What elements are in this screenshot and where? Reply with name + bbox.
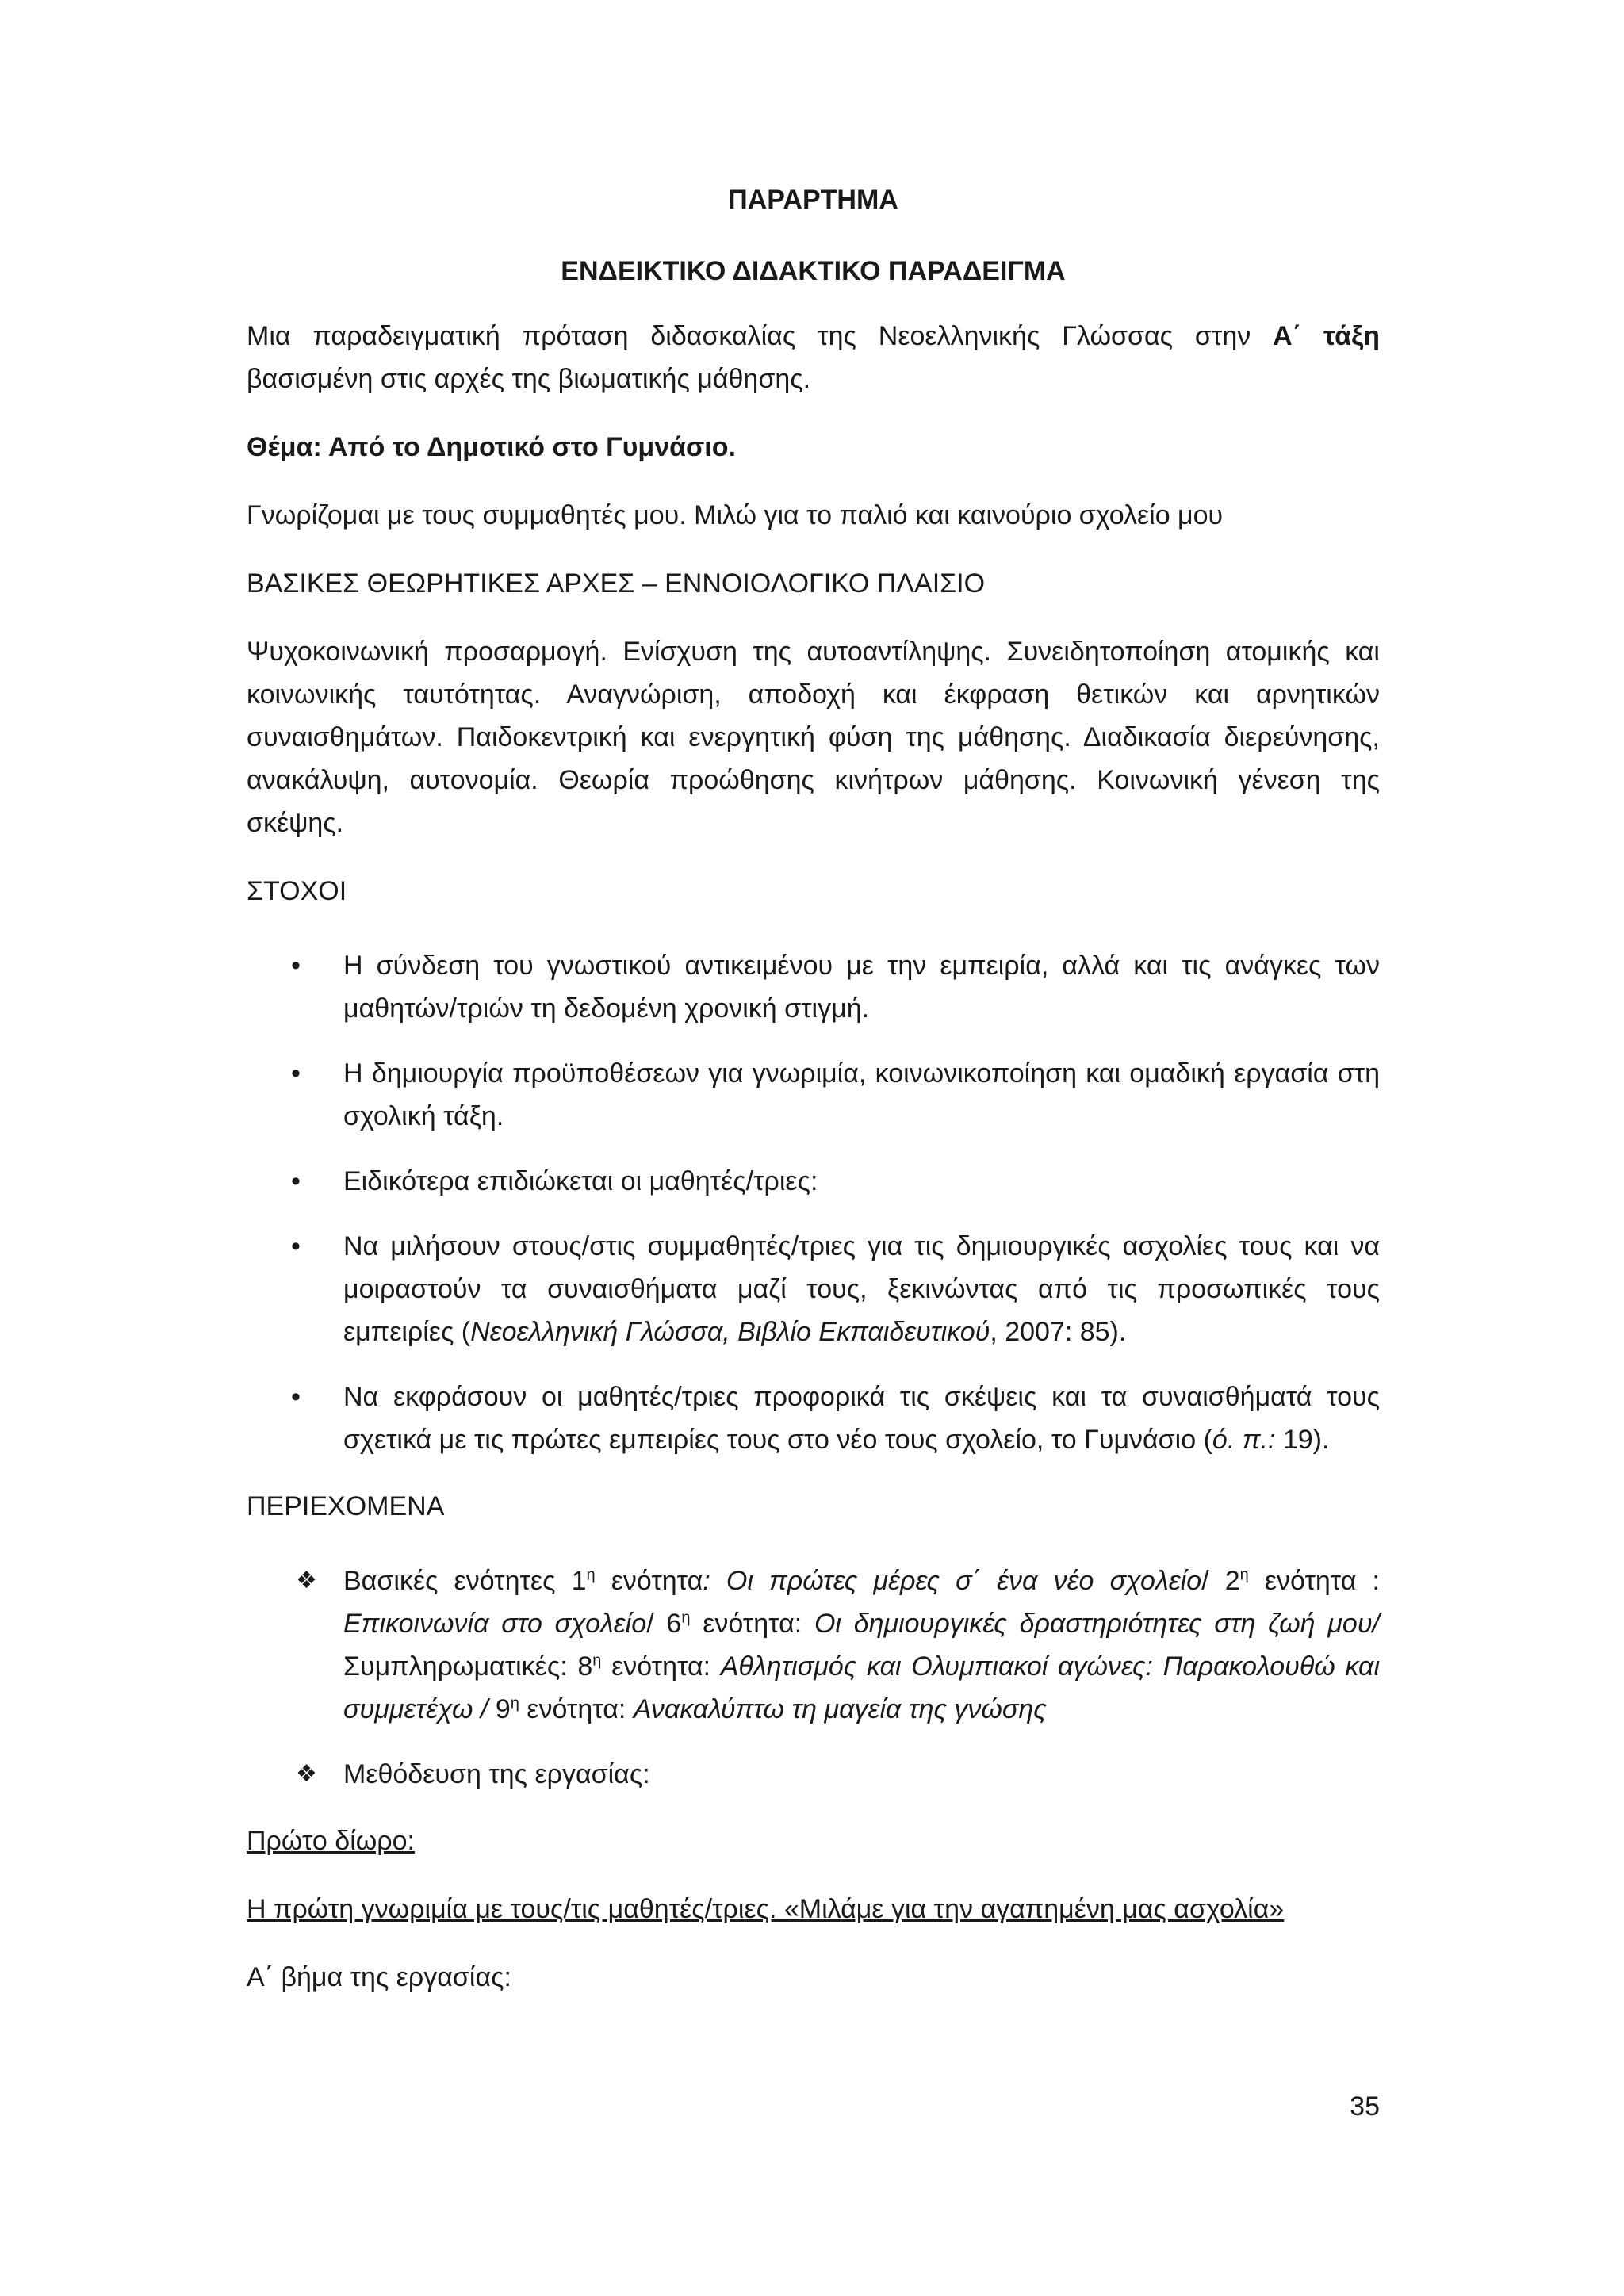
contents-text: 9: [488, 1694, 511, 1724]
page-title: ΠΑΡΑΡΤΗΜΑ: [728, 185, 898, 215]
goal-citation: Νεοελληνική Γλώσσα, Βιβλίο Εκπαιδευτικού: [470, 1317, 990, 1347]
principles-heading: ΒΑΣΙΚΕΣ ΘΕΩΡΗΤΙΚΕΣ ΑΡΧΕΣ – ΕΝΝΟΙΟΛΟΓΙΚΟ ΠΛΑΙΣΙΟ: [247, 568, 986, 599]
bullet-icon: •: [291, 951, 301, 981]
unit-title: Αθλητισμός και Ολυμπιακοί αγώνες: Παρακολουθώ και συμμετέχω /: [343, 1651, 1380, 1724]
goal-text: Να μιλήσουν στους/στις συμμαθητές/τριες για τις δημιουργικές ασχολίες τους και να μοιραστούν τα συναισθήματα μαζί τους, ξεκινώντας από τις προσωπικές τους εμπειρίες (: [343, 1231, 1380, 1347]
superscript: η: [586, 1566, 596, 1584]
contents-list: [247, 1559, 1380, 1796]
goal-text: Η σύνδεση του γνωστικού αντικειμένου με την εμπειρία, αλλά και τις ανάγκες των μαθητών/τριών τη δεδομένη χρονική στιγμή.: [343, 951, 1380, 1024]
contents-item: [247, 1753, 1380, 1796]
contents-text: Συμπληρωματικές: 8: [343, 1651, 593, 1682]
theme-heading: Θέμα: Από το Δημοτικό στο Γυμνάσιο.: [247, 432, 736, 462]
goal-item: [247, 944, 1380, 1030]
goal-text: Η δημιουργία προϋποθέσεων για γνωριμία, κοινωνικοποίηση και ομαδική εργασία στη σχολική τάξη.: [343, 1058, 1380, 1131]
unit-title: Οι δημιουργικές δραστηριότητες στη ζωή μου/: [814, 1609, 1380, 1639]
intro-bold: Α΄ τάξη: [1273, 321, 1380, 351]
contents-text: ενότητα :: [1248, 1566, 1380, 1596]
unit-title: Επικοινωνία στο σχολείο: [343, 1609, 647, 1639]
goals-list: [247, 944, 1380, 1461]
contents-text: ενότητα:: [601, 1651, 721, 1682]
contents-text: Μεθόδευση της εργασίας:: [343, 1759, 650, 1789]
principles-text: Ψυχοκοινωνική προσαρμογή. Ενίσχυση της αυτοαντίληψης. Συνειδητοποίηση ατομικής και κοινωνικής ταυτότητας. Αναγνώριση, αποδοχή και έκφραση θετικών και αρνητικών συναισθημάτων. Παιδοκεντρική και ενεργητική φύση της μάθησης. Διαδικασία διερεύνησης, ανακάλυψη, αυτονομία. Θεωρία προώθησης κινήτρων μάθησης. Κοινωνική γένεση της σκέψης.: [247, 637, 1380, 838]
goal-text-end: 19).: [1275, 1425, 1330, 1455]
contents-text: / 2: [1201, 1566, 1240, 1596]
step-a-label: Α΄ βήμα της εργασίας:: [247, 1962, 511, 1992]
superscript: η: [1239, 1566, 1249, 1584]
goal-text: Να εκφράσουν οι μαθητές/τριες προφορικά τις σκέψεις και τα συναισθήματά τους σχετικά με τις πρώτες εμπειρίες τους στο νέο τους σχολείο, το Γυμνάσιο (: [343, 1382, 1380, 1455]
contents-text: / 6: [646, 1609, 682, 1639]
contents-item: [247, 1559, 1380, 1731]
page-number: 35: [1350, 2091, 1380, 2122]
document-page: [247, 178, 1380, 2024]
bullet-icon: •: [291, 1382, 301, 1412]
contents-text: ενότητα:: [519, 1694, 634, 1724]
contents-text: ενότητα:: [690, 1609, 814, 1639]
diamond-bullet-icon: ❖: [296, 1761, 317, 1787]
intro-text: Μια παραδειγματική πρόταση διδασκαλίας της Νεοελληνικής Γλώσσας στην: [247, 321, 1274, 351]
contents-text: ενότητα: [595, 1566, 703, 1596]
diamond-bullet-icon: ❖: [296, 1567, 317, 1594]
superscript: η: [592, 1651, 602, 1670]
goals-heading: ΣΤΟΧΟΙ: [247, 876, 347, 906]
first-meeting-heading: Η πρώτη γνωριμία με τους/τις μαθητές/τριες. «Μιλάμε για την αγαπημένη μας ασχολία»: [247, 1894, 1285, 1924]
superscript: η: [681, 1609, 691, 1627]
contents-heading: ΠΕΡΙΕΧΟΜΕΝΑ: [247, 1491, 445, 1521]
goal-text-end: , 2007: 85).: [990, 1317, 1127, 1347]
page-subtitle: ΕΝΔΕΙΚΤΙΚΟ ΔΙΔΑΚΤΙΚΟ ΠΑΡΑΔΕΙΓΜΑ: [561, 256, 1066, 286]
theme-subtitle: Γνωρίζομαι με τους συμμαθητές μου. Μιλώ για το παλιό και καινούριο σχολείο μου: [247, 500, 1224, 530]
superscript: η: [510, 1694, 519, 1712]
goal-item: [247, 1052, 1380, 1138]
bullet-icon: •: [291, 1231, 301, 1261]
bullet-icon: •: [291, 1166, 301, 1196]
contents-text: Βασικές ενότητες 1: [343, 1566, 587, 1596]
intro-text-end: βασισμένη στις αρχές της βιωματικής μάθησης.: [247, 364, 811, 394]
goal-item: [247, 1376, 1380, 1461]
goal-text: Ειδικότερα επιδιώκεται οι μαθητές/τριες:: [343, 1166, 818, 1196]
first-period-heading: Πρώτο δίωρο:: [247, 1826, 415, 1856]
goal-item: [247, 1225, 1380, 1353]
unit-title: Ανακαλύπτω τη μαγεία της γνώσης: [633, 1694, 1047, 1724]
goal-citation: ό. π.:: [1212, 1425, 1276, 1455]
bullet-icon: •: [291, 1058, 301, 1089]
unit-title: : Οι πρώτες μέρες σ΄ ένα νέο σχολείο: [703, 1566, 1202, 1596]
goal-item: [247, 1160, 1380, 1203]
intro-paragraph: [247, 315, 1380, 400]
